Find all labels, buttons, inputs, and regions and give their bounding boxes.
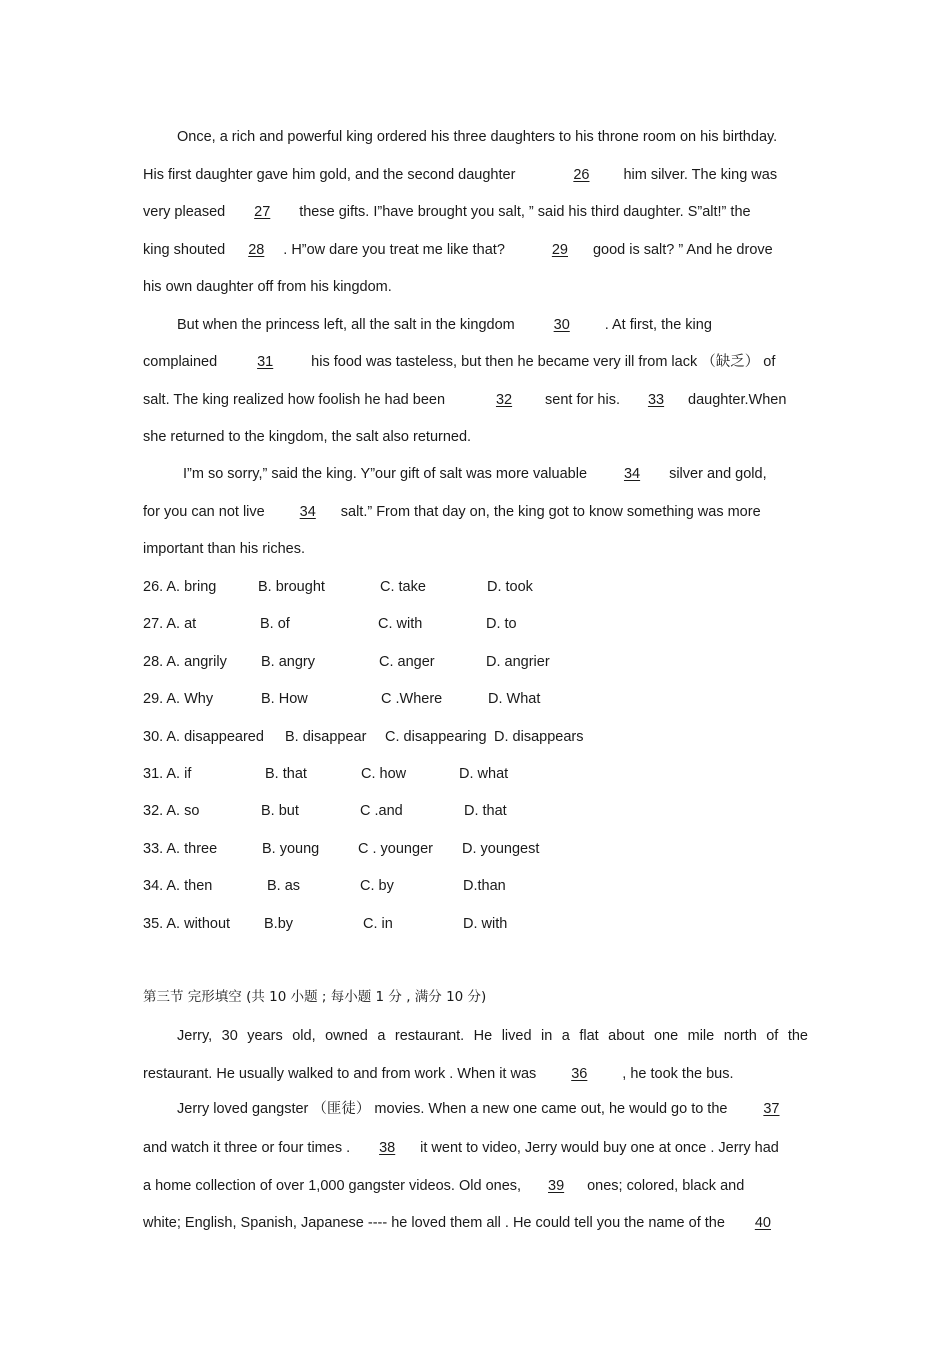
passage2-line	[177, 1100, 808, 1118]
passage1-line	[143, 391, 808, 409]
blank-32: 32	[495, 392, 513, 408]
passage2-line	[143, 1139, 808, 1157]
passage2-line	[143, 1177, 808, 1195]
option-a: 29. A. Why	[143, 691, 214, 707]
option-b: B.by	[264, 916, 294, 932]
passage1-line	[143, 278, 808, 296]
passage2-line	[143, 1065, 808, 1083]
option-b: B. disappear	[285, 729, 367, 745]
text: these gifts. I”have brought you salt, ” said his third daughter. S”alt!” the	[299, 204, 751, 220]
option-a: 30. A. disappeared	[143, 729, 264, 745]
option-a: 33. A. three	[143, 841, 218, 857]
text: his own daughter off from his kingdom.	[143, 279, 392, 295]
option-b: B. How	[261, 691, 308, 707]
text: . H”ow dare you treat me like that?	[283, 242, 505, 258]
blank-28: 28	[248, 242, 265, 258]
text: king shouted	[143, 242, 226, 258]
blank-30: 30	[553, 317, 570, 333]
option-d: D. took	[487, 579, 533, 595]
option-b: B. angry	[261, 654, 315, 670]
text: his food was tasteless, but then he became very ill from lack （缺乏） of	[311, 354, 776, 370]
text: complained	[143, 354, 218, 370]
option-a: 32. A. so	[143, 803, 200, 819]
text: for you can not live	[143, 504, 265, 520]
text: it went to video, Jerry would buy one at once . Jerry had	[420, 1140, 779, 1156]
option-a: 31. A. if	[143, 766, 192, 782]
text: ones; colored, black and	[587, 1178, 745, 1194]
text: white; English, Spanish, Japanese ---- he loved them all . He could tell you the name of the	[143, 1215, 725, 1231]
passage1-line	[143, 203, 808, 221]
option-a: 34. A. then	[143, 878, 213, 894]
option-a: 26. A. bring	[143, 579, 217, 595]
text: Jerry loved gangster （匪徒） movies. When a new one came out, he would go to the	[177, 1101, 728, 1117]
option-d: D. what	[459, 766, 509, 782]
option-d: D. angrier	[486, 654, 550, 670]
passage1-line	[177, 316, 808, 334]
blank-31: 31	[257, 354, 274, 370]
option-b: B. but	[261, 803, 299, 819]
blank-34b: 34	[299, 504, 316, 520]
option-c: C. disappearing	[385, 729, 487, 745]
option-b: B. of	[260, 616, 290, 632]
option-d: D. to	[486, 616, 517, 632]
blank-34a: 34	[623, 466, 641, 482]
option-c: C. take	[380, 579, 426, 595]
option-d: D.than	[463, 878, 506, 894]
option-b: B. brought	[258, 579, 325, 595]
text: restaurant. He usually walked to and from work . When it was	[143, 1066, 537, 1082]
blank-39: 39	[548, 1178, 565, 1194]
blank-27: 27	[254, 204, 271, 220]
blank-29: 29	[551, 242, 568, 258]
text: salt.” From that day on, the king got to know something was more	[340, 504, 761, 520]
option-a: 27. A. at	[143, 616, 197, 632]
passage2-line	[143, 1214, 808, 1232]
blank-33: 33	[647, 392, 665, 408]
option-c: C .and	[360, 803, 403, 819]
text: sent for his.	[545, 392, 620, 408]
passage1-line	[183, 465, 848, 483]
blank-40: 40	[754, 1215, 771, 1231]
passage1-line	[143, 540, 808, 558]
passage1-line	[177, 128, 808, 146]
text: she returned to the kingdom, the salt also returned.	[143, 429, 472, 445]
option-c: C. in	[363, 916, 393, 932]
blank-26: 26	[573, 167, 590, 183]
passage1-line	[143, 428, 808, 446]
option-b: B. young	[262, 841, 320, 857]
text: and watch it three or four times .	[143, 1140, 351, 1156]
passage1-line	[143, 166, 808, 184]
section-heading: 第三节 完形填空 (共 10 小题 ; 每小题 1 分 , 满分 10 分)	[143, 989, 487, 1005]
option-d: D. disappears	[494, 729, 584, 745]
option-d: D. youngest	[462, 841, 540, 857]
option-a: 28. A. angrily	[143, 654, 227, 670]
option-c: C. with	[378, 616, 423, 632]
text: salt. The king realized how foolish he had been	[143, 392, 446, 408]
blank-38: 38	[379, 1140, 396, 1156]
text: good is salt? ” And he drove	[592, 242, 773, 258]
text: Once, a rich and powerful king ordered his three daughters to his throne room on his birthday.	[177, 129, 778, 145]
passage2-line	[177, 1027, 808, 1045]
text: Jerry, 30 years old, owned a restaurant. He lived in a flat about one mile north of the	[177, 1028, 808, 1044]
text: , he took the bus.	[622, 1066, 734, 1082]
blank-37: 37	[763, 1101, 780, 1117]
text: daughter.When	[688, 392, 787, 408]
passage1-line	[143, 353, 808, 371]
text: a home collection of over 1,000 gangster videos. Old ones,	[143, 1178, 522, 1194]
option-d: D. with	[463, 916, 508, 932]
passage1-line	[143, 503, 808, 521]
passage1-line	[143, 241, 808, 259]
option-d: D. What	[488, 691, 541, 707]
option-a: 35. A. without	[143, 916, 231, 932]
text: I”m so sorry,” said the king. Y”our gift of salt was more valuable	[183, 466, 588, 482]
text: silver and gold,	[669, 466, 767, 482]
option-b: B. that	[265, 766, 307, 782]
blank-36: 36	[571, 1066, 588, 1082]
text: very pleased	[143, 204, 226, 220]
option-c: C. how	[361, 766, 407, 782]
text: His first daughter gave him gold, and the second daughter	[143, 167, 516, 183]
option-c: C. by	[360, 878, 394, 894]
text: him silver. The king was	[623, 167, 778, 183]
text: But when the princess left, all the salt in the kingdom	[177, 317, 515, 333]
text: important than his riches.	[143, 541, 305, 557]
option-c: C .Where	[381, 691, 443, 707]
option-b: B. as	[267, 878, 301, 894]
option-c: C . younger	[358, 841, 433, 857]
option-c: C. anger	[379, 654, 435, 670]
option-d: D. that	[464, 803, 507, 819]
text: . At first, the king	[604, 317, 712, 333]
